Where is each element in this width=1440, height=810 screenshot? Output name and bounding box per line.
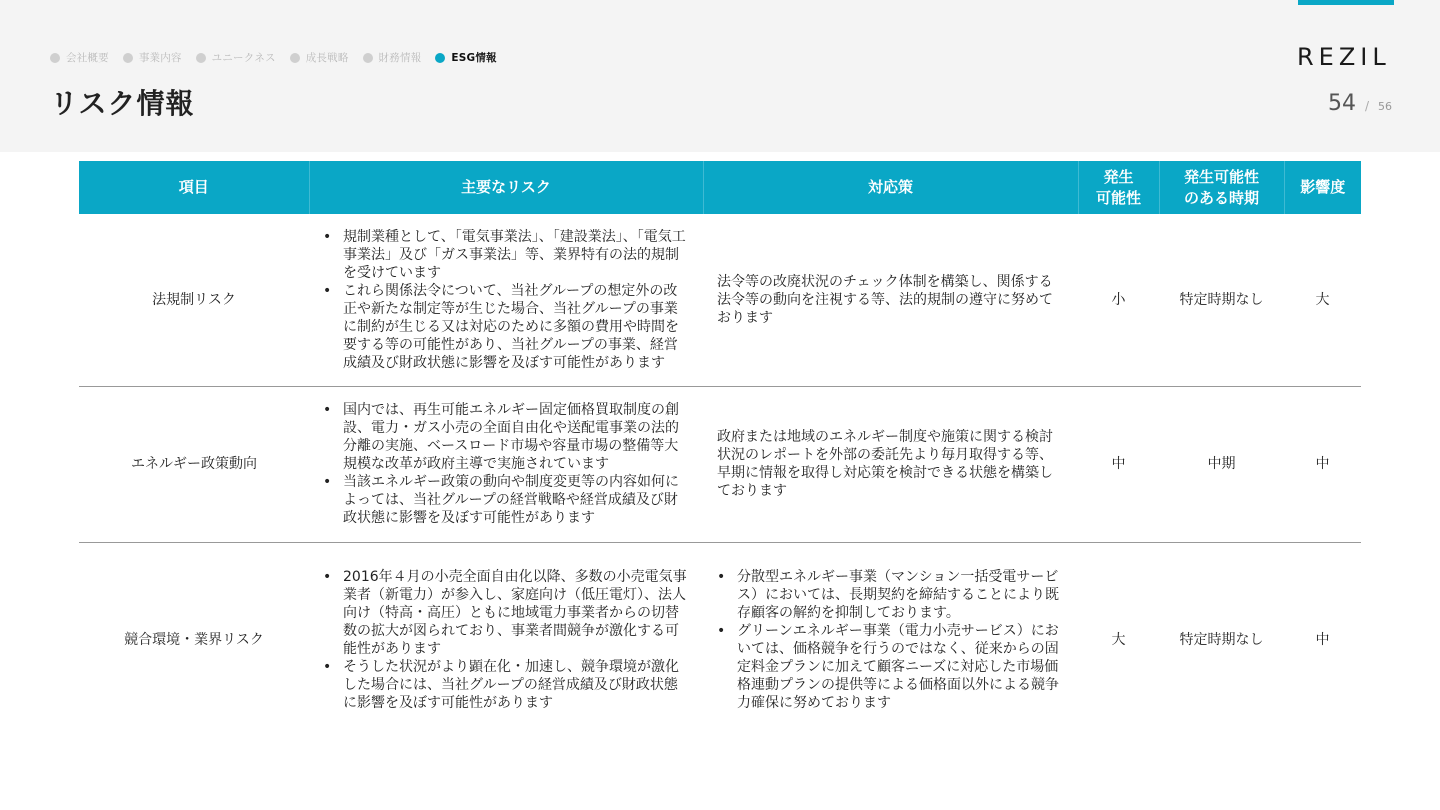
measures-cell bbox=[703, 386, 1078, 542]
measures-cell bbox=[703, 214, 1078, 386]
measures-list-item: • グリーンエネルギー事業（電力小売サービス）においては、価格競争を行うのではなく、従来からの固定料金プランに加えて顧客ニーズに対応した市場価格連動プランの提供等による価格面以外による競争力確保に努めております bbox=[737, 622, 1064, 712]
risk-list-item: • 国内では、再生可能エネルギー固定価格買取制度の創設、電力・ガス小売の全面自由化や送配電事業の法的分離の実施、ベースロード市場や容量市場の整備等大規模な改革が政府主導で実施されています bbox=[343, 401, 689, 473]
risk-list bbox=[309, 401, 703, 527]
risk-list bbox=[309, 568, 703, 712]
company-logo: REZIL bbox=[1297, 43, 1391, 71]
nav-item-company[interactable]: 会社概要 bbox=[50, 50, 109, 65]
risk-cell bbox=[309, 214, 703, 386]
nav-item-finance[interactable]: 財務情報 bbox=[363, 50, 422, 65]
section-nav bbox=[50, 50, 511, 65]
nav-dot-icon bbox=[196, 53, 206, 63]
table-row bbox=[79, 542, 1361, 738]
nav-item-business[interactable]: 事業内容 bbox=[123, 50, 182, 65]
impact-cell: 中 bbox=[1284, 386, 1361, 542]
risk-item-cell: 法規制リスク bbox=[79, 214, 309, 386]
timing-cell: 特定時期なし bbox=[1179, 632, 1264, 649]
risk-cell bbox=[309, 386, 703, 542]
impact-cell: 大 bbox=[1284, 214, 1361, 386]
accent-bar bbox=[1298, 0, 1394, 5]
page-number bbox=[1328, 91, 1392, 116]
timing-cell: 特定時期なし bbox=[1159, 214, 1284, 386]
risk-list-item: • そうした状況がより顕在化・加速し、競争環境が激化した場合には、当社グループの経営成績及び財政状態に影響を及ぼす可能性があります bbox=[343, 658, 689, 712]
risk-list-item: • 規制業種として、「電気事業法」、「建設業法」、「電気工事業法」及び「ガス事業法」等、業界特有の法的規制を受けています bbox=[343, 228, 689, 282]
table-row bbox=[79, 214, 1361, 386]
risk-item-cell: 競合環境・業界リスク bbox=[124, 632, 264, 649]
timing-cell: 中期 bbox=[1159, 386, 1284, 542]
header-timing: 発生可能性 のある時期 bbox=[1159, 161, 1284, 214]
page-separator: / bbox=[1364, 99, 1369, 113]
header-risk: 主要なリスク bbox=[309, 161, 703, 214]
nav-item-esg[interactable]: ESG情報 bbox=[435, 50, 496, 65]
risk-list-item: • 2016年４月の小売全面自由化以降、多数の小売電気事業者（新電力）が参入し、家庭向け（低圧電灯）、法人向け（特高・高圧）ともに地域電力事業者からの切替数の拡大が図られており、事業者間競争が激化する可能性があります bbox=[343, 568, 689, 658]
nav-item-uniqueness[interactable]: ユニークネス bbox=[196, 50, 276, 65]
header-band bbox=[0, 0, 1440, 152]
impact-cell: 中 bbox=[1315, 632, 1330, 649]
measures-text: 政府または地域のエネルギー制度や施策に関する検討状況のレポートを外部の委託先より毎月取得する等、早期に情報を取得し対応策を検討できる状態を構築しております bbox=[717, 429, 1053, 499]
total-pages: 56 bbox=[1378, 100, 1392, 113]
table-row bbox=[79, 386, 1361, 542]
nav-dot-icon bbox=[290, 53, 300, 63]
nav-dot-icon bbox=[123, 53, 133, 63]
risk-item-cell: エネルギー政策動向 bbox=[79, 386, 309, 542]
risk-list bbox=[309, 228, 703, 372]
page-title: リスク情報 bbox=[50, 87, 195, 120]
nav-item-growth[interactable]: 成長戦略 bbox=[290, 50, 349, 65]
measures-cell bbox=[703, 542, 1078, 738]
risk-table bbox=[79, 161, 1361, 738]
nav-dot-icon bbox=[363, 53, 373, 63]
measures-text: 法令等の改廃状況のチェック体制を構築し、関係する法令等の動向を注視する等、法的規制の遵守に努めております bbox=[717, 273, 1053, 326]
risk-cell bbox=[309, 542, 703, 738]
likelihood-cell: 中 bbox=[1078, 386, 1159, 542]
header-likelihood: 発生 可能性 bbox=[1078, 161, 1159, 214]
risk-table-body bbox=[79, 214, 1361, 738]
likelihood-cell: 小 bbox=[1078, 214, 1159, 386]
header-item: 項目 bbox=[79, 161, 309, 214]
risk-list-item: • 当該エネルギー政策の動向や制度変更等の内容如何によっては、当社グループの経営戦略や経営成績及び財政状態に影響を及ぼす可能性があります bbox=[343, 473, 689, 527]
likelihood-cell: 大 bbox=[1111, 632, 1126, 649]
nav-dot-active-icon bbox=[435, 53, 445, 63]
risk-list-item: • これら関係法令について、当社グループの想定外の改正や新たな制定等が生じた場合、当社グループの事業に制約が生じる又は対応のために多額の費用や時間を要する等の可能性があり、当社グループの事業、経営成績及び財政状態に影響を及ぼす可能性があります bbox=[343, 282, 689, 372]
measures-list bbox=[703, 568, 1078, 712]
header-impact: 影響度 bbox=[1284, 161, 1361, 214]
current-page: 54 bbox=[1327, 91, 1356, 116]
table-header-row bbox=[79, 161, 1361, 214]
nav-dot-icon bbox=[50, 53, 60, 63]
header-measures: 対応策 bbox=[703, 161, 1078, 214]
measures-list-item: • 分散型エネルギー事業（マンション一括受電サービス）においては、長期契約を締結することにより既存顧客の解約を抑制しております。 bbox=[737, 568, 1064, 622]
